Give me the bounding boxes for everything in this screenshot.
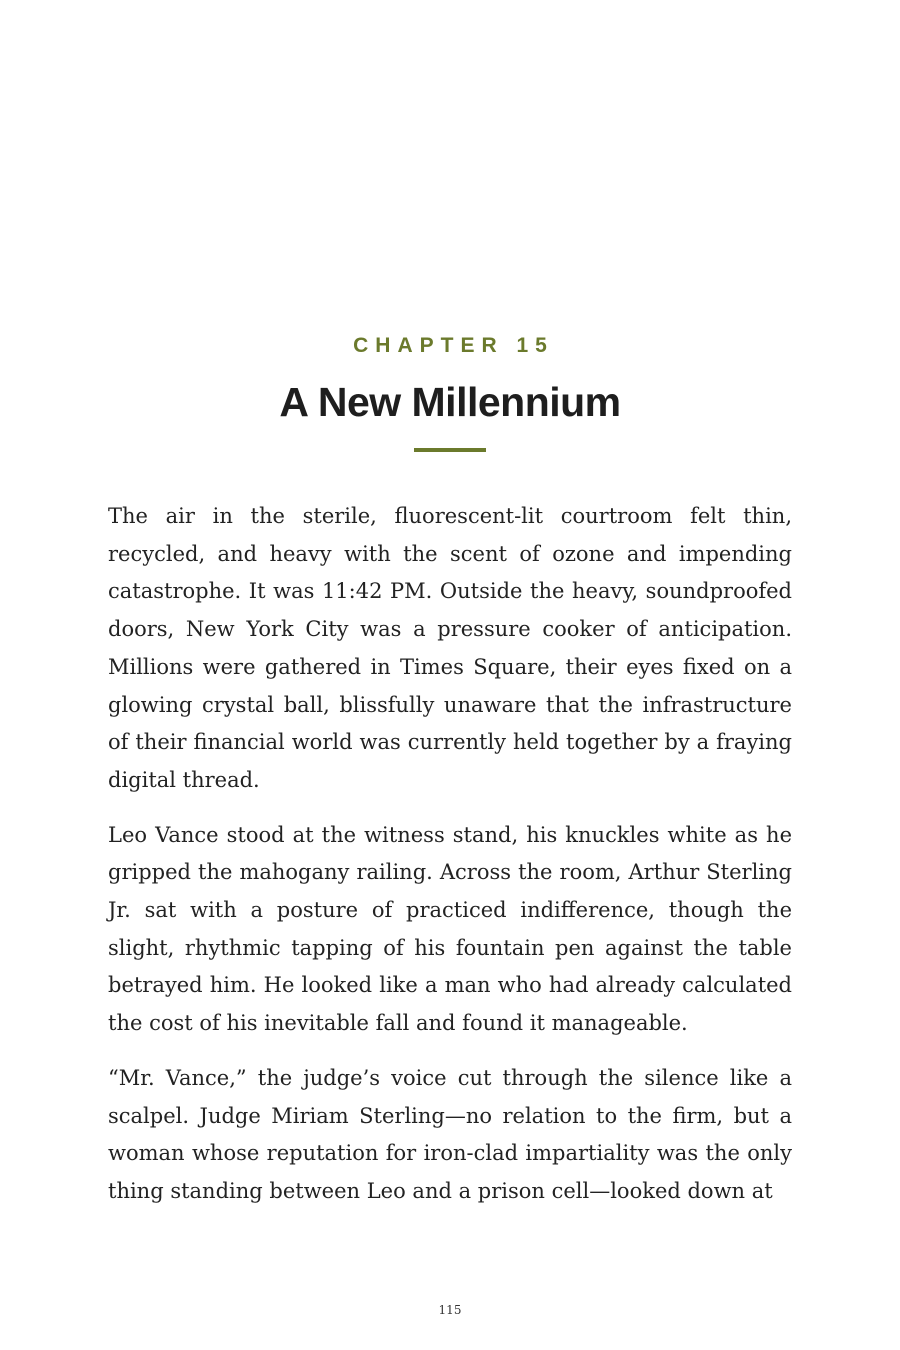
- body-paragraph: “Mr. Vance,” the judge’s voice cut through the silence like a scalpel. Judge Miriam Sterling—no relation to the firm, but a woman whose reputation for iron-clad impartiality was the only thing standing between Leo and a prison cell—looked down at: [108, 1065, 792, 1203]
- body-paragraph: The air in the sterile, fluorescent-lit courtroom felt thin, recycled, and heavy with the scent of ozone and impending catastrophe. It was 11:42 PM. Outside the heavy, soundproofed doors, New York City was a pressure cooker of anticipation. Millions were gathered in Times Square, their eyes fixed on a glowing crystal ball, blissfully unaware that the infrastructure of their financial world was currently held together by a fraying digital thread.: [108, 504, 792, 792]
- title-divider: [414, 448, 486, 452]
- page-number: 115: [438, 1303, 462, 1317]
- chapter-label: CHAPTER 15: [353, 334, 554, 357]
- chapter-body: [108, 498, 792, 1228]
- body-paragraph: Leo Vance stood at the witness stand, his knuckles white as he gripped the mahogany railing. Across the room, Arthur Sterling Jr. sat with a posture of practiced indifference, though the slight, rhythmic tapping of his fountain pen against the table betrayed him. He looked like a man who had already calculated the cost of his inevitable fall and found it manageable.: [108, 822, 792, 1036]
- chapter-title: A New Millennium: [279, 379, 621, 425]
